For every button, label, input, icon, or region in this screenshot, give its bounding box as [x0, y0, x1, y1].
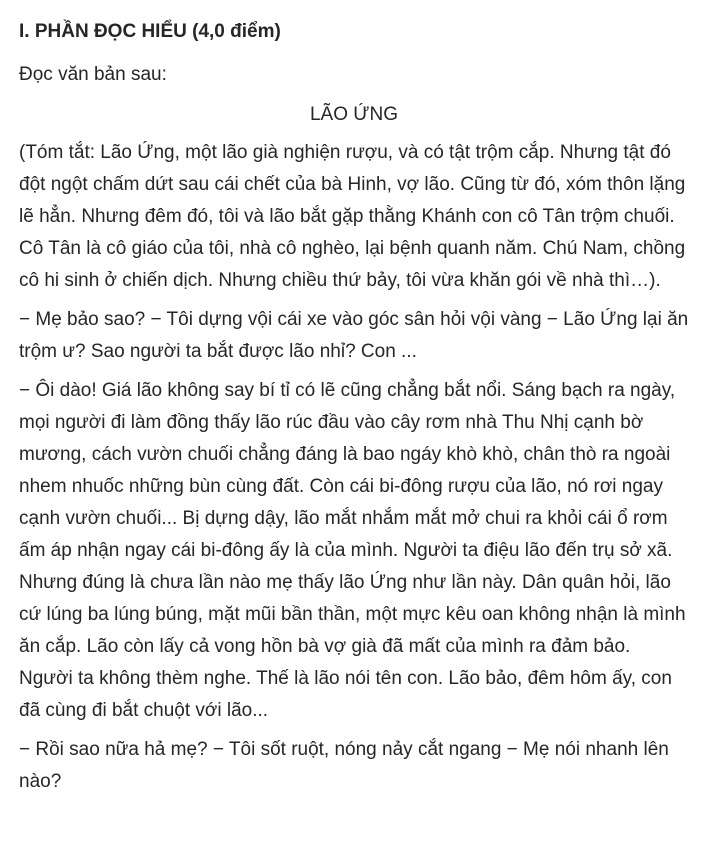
dialogue-paragraph: − Mẹ bảo sao? − Tôi dựng vội cái xe vào góc sân hỏi vội vàng − Lão Ứng lại ăn trộm ư? Sao người ta bắt được lão nhỉ? Con ...	[19, 309, 689, 362]
summary-paragraph: (Tóm tắt: Lão Ứng, một lão già nghiện rượu, và có tật trộm cắp. Nhưng tật đó đột ngột chấm dứt sau cái chết của bà Hinh, vợ lão. Cũng từ đó, xóm thôn lặng lẽ hẳn. Nhưng đêm đó, tôi và lão bắt gặp thằng Khánh con cô Tân trộm chuối. Cô Tân là cô giáo của tôi, nhà cô nghèo, lại bệnh quanh năm. Chú Nam, chồng cô hi sinh ở chiến dịch. Nhưng chiều thứ bảy, tôi vừa khăn gói về nhà thì…).	[19, 142, 686, 291]
intro-text: Đọc văn bản sau:	[19, 64, 167, 85]
section-heading: I. PHẦN ĐỌC HIỂU (4,0 điểm)	[19, 21, 281, 42]
story-title: LÃO ỨNG	[309, 104, 399, 125]
dialogue-paragraph: − Rồi sao nữa hả mẹ? − Tôi sốt ruột, nóng nảy cắt ngang − Mẹ nói nhanh lên nào?	[19, 739, 669, 792]
dialogue-paragraph: − Ôi dào! Giá lão không say bí tỉ có lẽ cũng chẳng bắt nổi. Sáng bạch ra ngày, mọi người đi làm đồng thấy lão rúc đầu vào cây rơm nhà Thu Nhị cạnh bờ mương, cách vườn chuối chẳng đáng là bao ngáy khò khò, chân thò ra ngoài nhem nhuốc những bùn cùng đất. Còn cái bi-đông rượu của lão, nó rơi ngay cạnh vườn chuối... Bị dựng dậy, lão mắt nhắm mắt mở chui ra khỏi cái ổ rơm ấm áp nhận ngay cái bi-đông ấy là của mình. Người ta điệu lão đến trụ sở xã. Nhưng đúng là chưa lần nào mẹ thấy lão Ứng như lần này. Dân quân hỏi, lão cứ lúng ba lúng búng, mặt mũi bần thần, một mực kêu oan không nhận là mình ăn cắp. Lão còn lấy cả vong hồn bà vợ già đã mất của mình ra đảm bảo. Người ta không thèm nghe. Thế là lão nói tên con. Lão bảo, đêm hôm ấy, con đã cùng đi bắt chuột với lão...	[19, 380, 686, 721]
